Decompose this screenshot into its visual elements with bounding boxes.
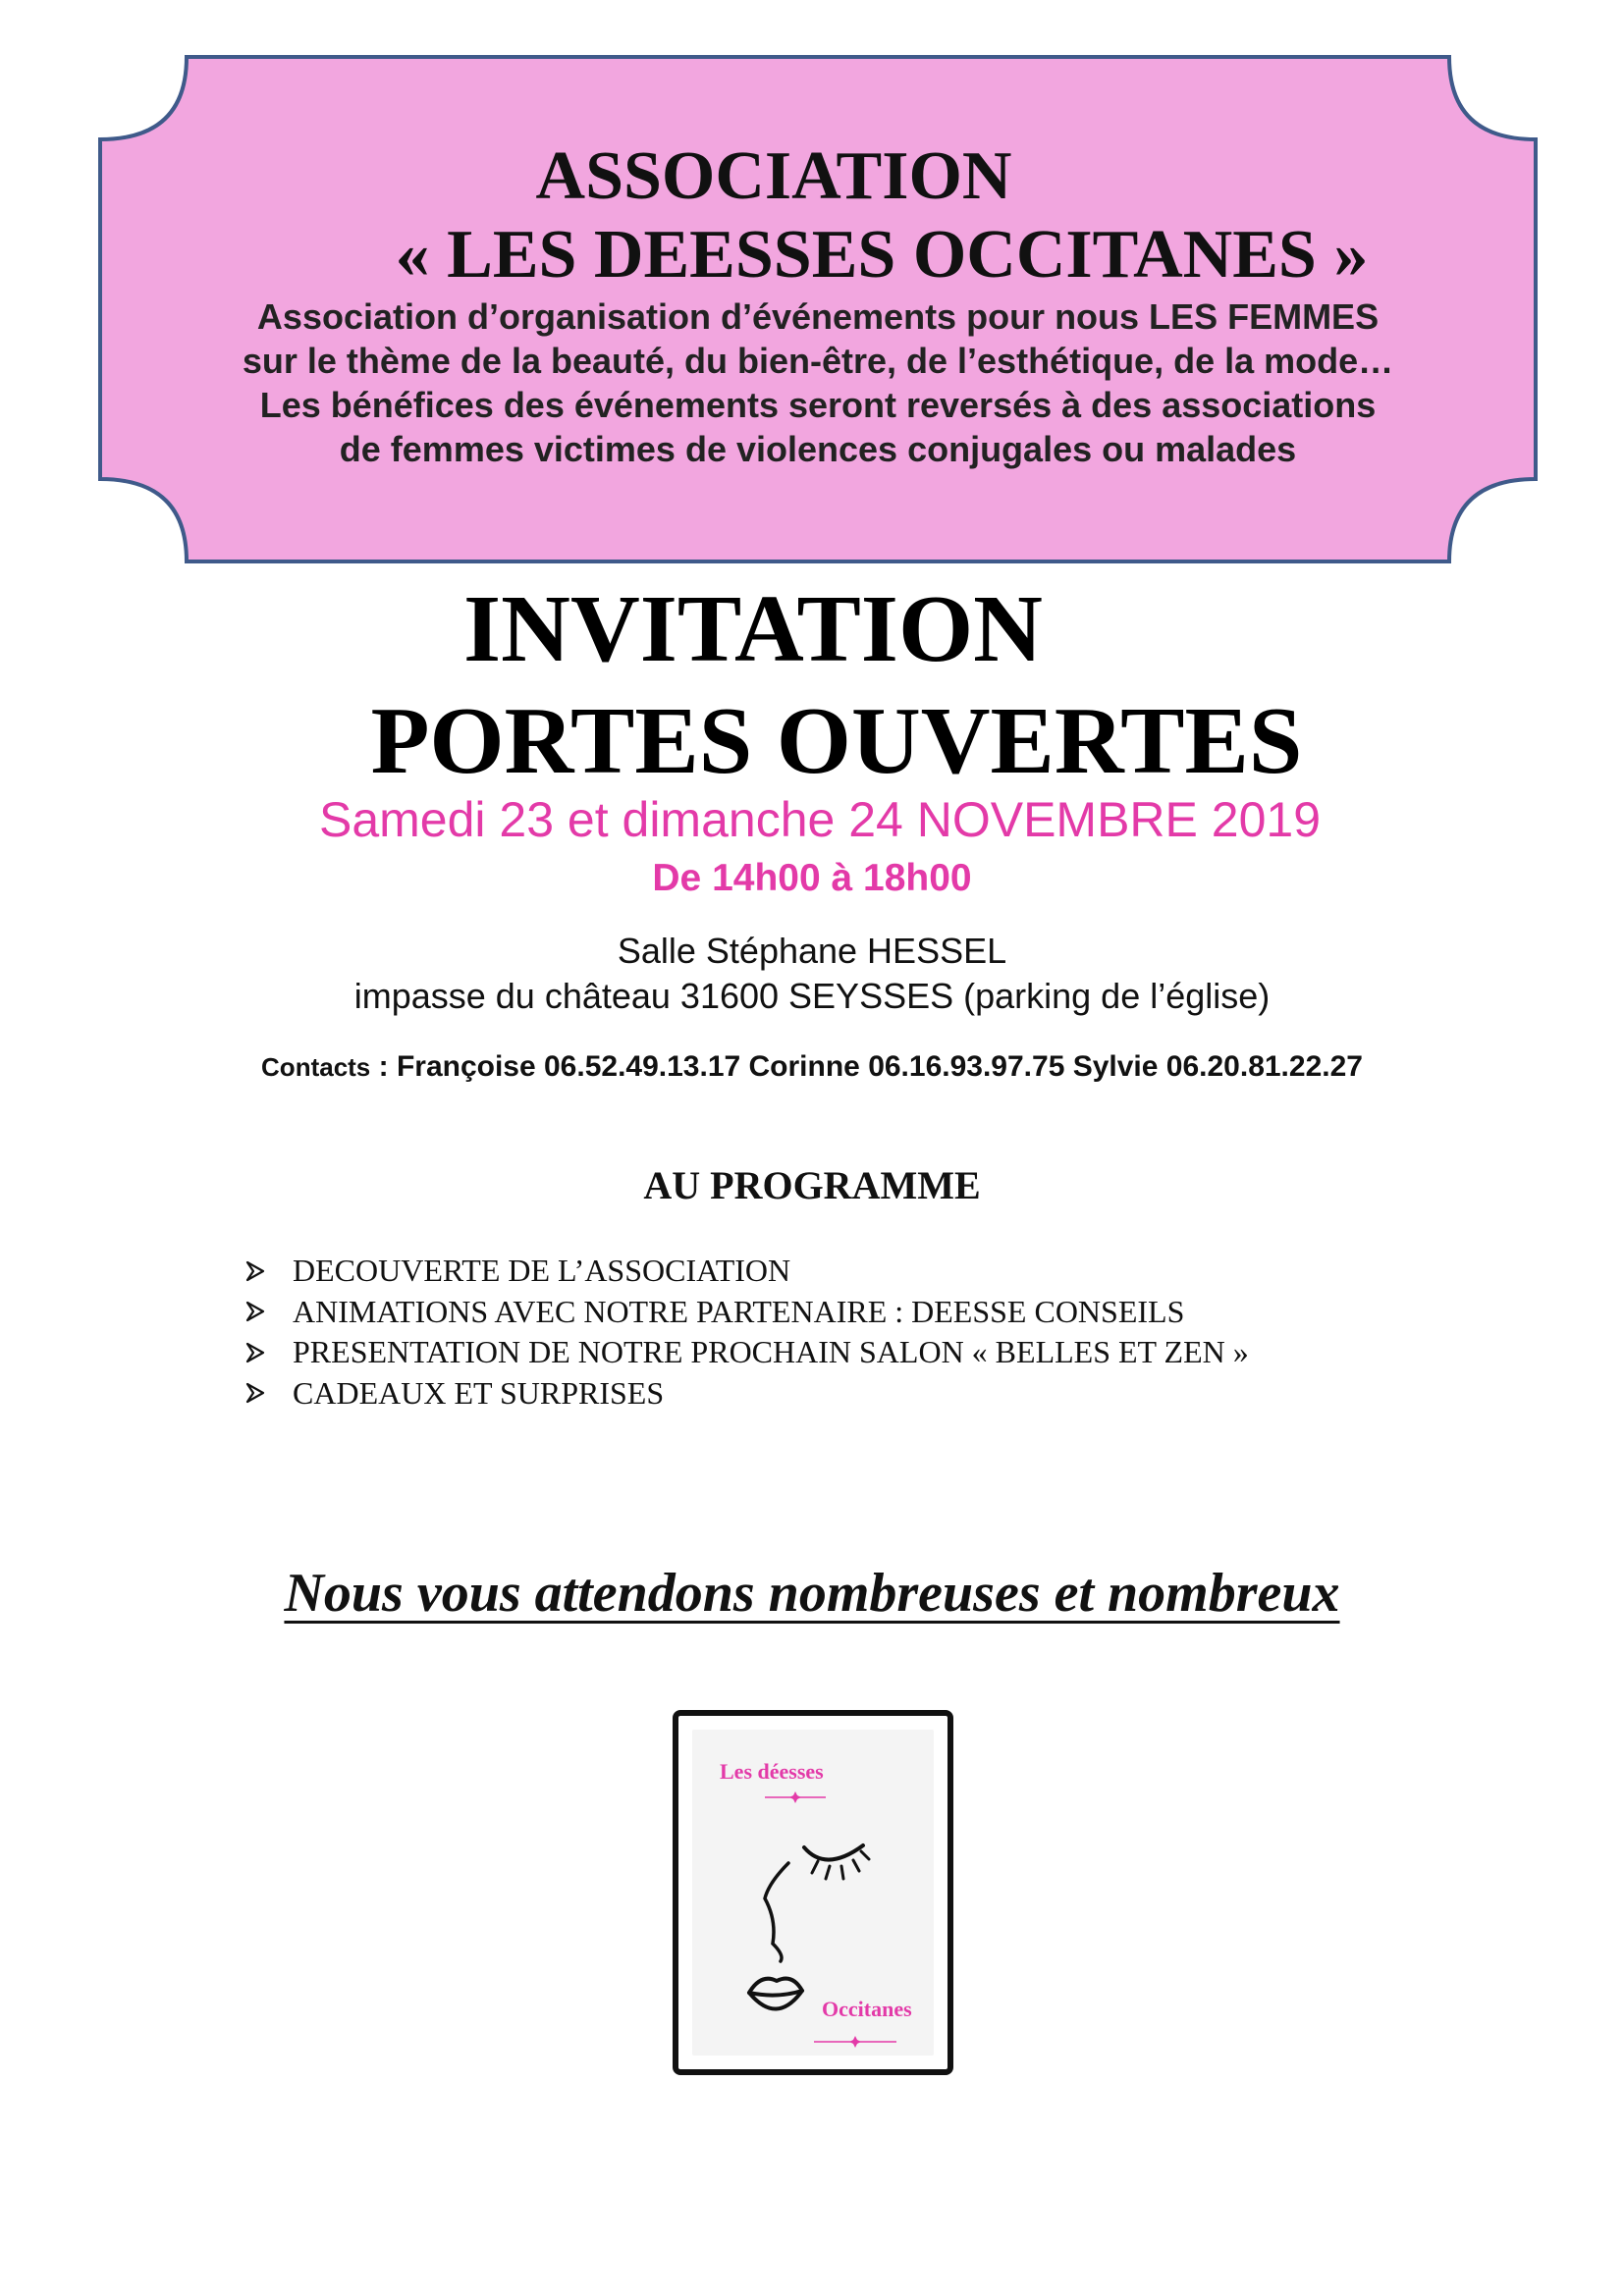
list-item (245, 1251, 1249, 1292)
programme-item-text: DECOUVERTE DE L’ASSOCIATION (293, 1253, 791, 1288)
association-description-line: sur le thème de la beauté, du bien-être, de l’esthétique, de la mode… (242, 341, 1394, 381)
association-title (98, 137, 1538, 294)
contacts-numbers: : Françoise 06.52.49.13.17 Corinne 06.16.93.97.75 Sylvie 06.20.81.22.27 (370, 1050, 1363, 1083)
arrow-bullet-icon (245, 1381, 293, 1405)
contacts-label: Contacts (261, 1052, 371, 1082)
programme-item-text: PRESENTATION DE NOTRE PROCHAIN SALON « BELLES ET ZEN » (293, 1334, 1249, 1369)
association-description-line: Les bénéfices des événements seront reversés à des associations (259, 385, 1377, 425)
association-banner (98, 55, 1538, 563)
event-venue (0, 929, 1624, 1019)
programme-item-text: ANIMATIONS AVEC NOTRE PARTENAIRE : DEESSE CONSEILS (293, 1293, 1185, 1329)
event-hours: De 14h00 à 18h00 (652, 857, 972, 899)
invitation-title (0, 573, 1624, 797)
association-title-line2: « LES DEESSES OCCITANES » (395, 217, 1369, 293)
contacts-line (0, 1048, 1624, 1086)
programme-item-text: CADEAUX ET SURPRISES (293, 1374, 665, 1411)
closing-message-text: Nous vous attendons nombreuses et nombreux (284, 1563, 1340, 1624)
arrow-bullet-icon (245, 1259, 293, 1283)
association-title-line1: ASSOCIATION (535, 138, 1012, 214)
arrow-bullet-icon (245, 1300, 293, 1323)
association-description-line: de femmes victimes de violences conjugales ou malades (339, 429, 1297, 469)
association-description (98, 294, 1538, 471)
programme-title: AU PROGRAMME (643, 1163, 981, 1207)
list-item (245, 1332, 1249, 1373)
list-item (245, 1373, 1249, 1415)
venue-address: impasse du château 31600 SEYSSES (parking de l’église) (353, 976, 1271, 1016)
list-item (245, 1292, 1249, 1333)
closing-message (0, 1561, 1624, 1626)
association-logo (673, 1710, 953, 2075)
arrow-bullet-icon (245, 1341, 293, 1364)
logo-text-bottom: Occitanes (822, 1997, 912, 2021)
programme-list (245, 1251, 1249, 1414)
invitation-title-line2: PORTES OUVERTES (370, 688, 1303, 794)
invitation-title-line1: INVITATION (463, 576, 1043, 682)
event-date: Samedi 23 et dimanche 24 NOVEMBRE 2019 (319, 792, 1321, 847)
association-description-line: Association d’organisation d’événements pour nous LES FEMMES (256, 296, 1380, 337)
venue-name: Salle Stéphane HESSEL (617, 931, 1007, 971)
logo-text-top: Les déesses (720, 1759, 824, 1784)
